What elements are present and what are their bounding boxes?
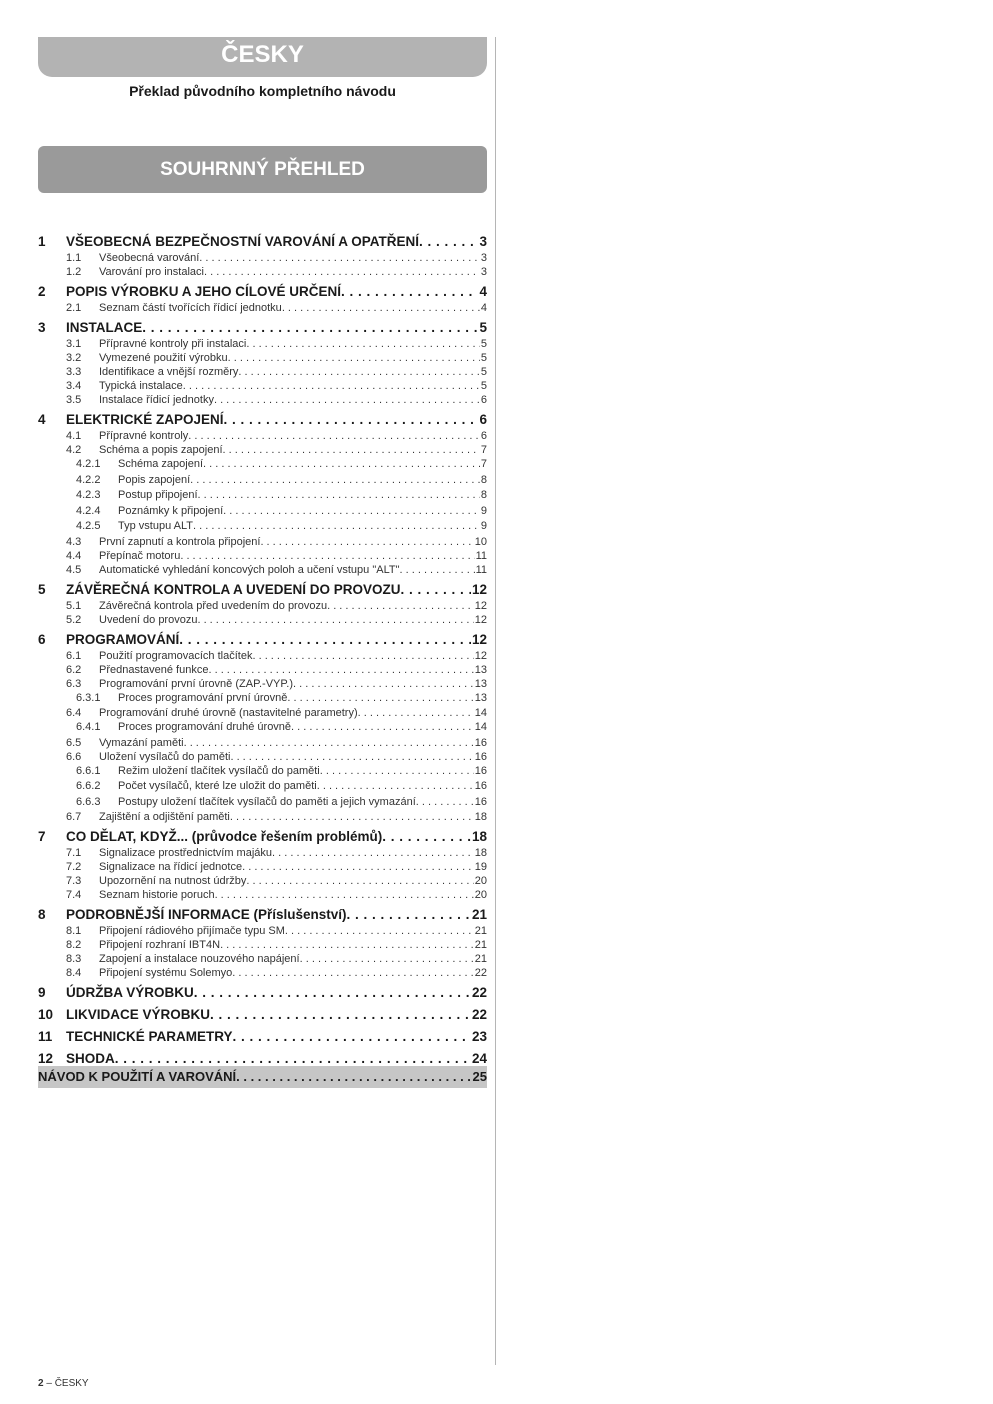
toc-entry-title: Seznam historie poruch [99,889,215,901]
toc-leader-dots [194,983,471,1002]
toc-entry-page: 12 [474,649,487,662]
toc-entry-page: 13 [474,663,487,676]
toc-entry-page: 6 [480,394,487,406]
toc-entry-title: ÚDRŽBA VÝROBKU [66,985,194,1000]
toc-entry-number: 8.3 [66,953,82,965]
toc-entry-title: Zapojení a instalace nouzového napájení [99,953,300,965]
toc-entry-page: 22 [471,985,487,1000]
toc-entry-title: Připojení rádiového přijímače typu SM [99,925,285,937]
toc-entry-level-2[interactable] [38,860,487,874]
toc-entry-page: 21 [474,925,487,937]
toc-entry-number: 6.3 [66,677,82,690]
toc-entry-number: 4.5 [66,563,82,576]
toc-leader-dots [220,938,474,952]
toc-entry-level-2[interactable] [38,351,487,365]
toc-entry-number: 8 [38,907,46,922]
toc-entry-level-3[interactable] [38,691,487,707]
toc-entry-level-2[interactable] [38,706,487,720]
toc-entry-title: Všeobecná varování [99,252,200,264]
toc-entry-level-3[interactable] [38,779,487,795]
toc-entry-number: 7.4 [66,889,82,901]
toc-entry-number: 4.3 [66,535,82,548]
toc-entry-title: VŠEOBECNÁ BEZPEČNOSTNÍ VAROVÁNÍ A OPATŘENÍ [66,234,420,249]
toc-entry-page: 13 [474,691,487,704]
toc-leader-dots [204,265,480,279]
toc-leader-dots [400,563,475,577]
toc-entry-title: První zapnutí a kontrola připojení [99,535,261,548]
toc-leader-dots [228,351,480,365]
toc-entry-number: 5.2 [66,613,82,626]
toc-leader-dots [282,301,480,315]
toc-entry-level-2[interactable] [38,750,487,764]
toc-entry-number: 6.1 [66,649,82,662]
toc-entry-number: 10 [38,1007,54,1022]
toc-leader-dots [210,1005,471,1024]
toc-entry-level-2[interactable] [38,810,487,824]
document-subtitle: Překlad původního kompletního návodu [129,83,396,99]
toc-entry-title: Zajištění a odjištění paměti [99,811,230,823]
toc-entry-level-3[interactable] [38,504,487,520]
toc-entry-title: Identifikace a vnější rozměry [99,366,239,378]
toc-entry-page: 6 [480,430,487,442]
toc-entry-level-3[interactable] [38,764,487,780]
toc-entry-title: Přípravné kontroly při instalaci [99,338,247,350]
toc-entry-number: 2.1 [66,302,82,314]
toc-entry-level-2[interactable] [38,379,487,393]
toc-entry-level-2[interactable] [38,736,487,750]
toc-entry-level-2[interactable] [38,599,487,613]
toc-leader-dots [232,966,473,980]
toc-entry-title: TECHNICKÉ PARAMETRY [66,1029,233,1044]
toc-entry-level-1[interactable] [38,983,487,1002]
toc-leader-dots [347,905,471,924]
toc-entry-title: POPIS VÝROBKU A JEHO CÍLOVÉ URČENÍ [66,284,342,299]
toc-entry-number: 6.6.2 [76,780,101,792]
toc-entry-number: 5.1 [66,599,82,612]
toc-entry-title: ELEKTRICKÉ ZAPOJENÍ [66,412,224,427]
toc-entry-level-2[interactable] [38,535,487,549]
toc-leader-dots [300,952,474,966]
toc-entry-level-1[interactable] [38,630,487,649]
toc-leader-dots [184,736,474,750]
toc-entry-level-2[interactable] [38,874,487,888]
toc-leader-dots [246,337,480,351]
toc-entry-page: 12 [474,599,487,612]
toc-entry-page: 16 [474,795,487,808]
toc-entry-page: 4 [480,302,487,314]
toc-leader-dots [214,393,480,407]
toc-entry-level-2[interactable] [38,265,487,279]
toc-entry-level-1[interactable] [38,827,487,846]
toc-entry-level-2[interactable] [38,337,487,351]
toc-entry-page: 16 [474,750,487,763]
toc-leader-dots [291,720,474,736]
toc-entry-number: 6.6.1 [76,764,101,777]
toc-closing-page: 25 [472,1069,487,1084]
toc-entry-page: 5 [480,366,487,378]
toc-entry-title: Přednastavené funkce [99,663,209,676]
toc-entry-page: 10 [474,535,487,548]
toc-entry-page: 3 [480,252,487,264]
toc-entry-title: ZÁVĚREČNÁ KONTROLA A UVEDENÍ DO PROVOZU [66,581,401,597]
toc-entry-number: 6.3.1 [76,691,101,704]
toc-entry-number: 3.3 [66,366,82,378]
toc-entry-title: Varování pro instalaci [99,266,204,278]
toc-leader-dots [416,795,474,811]
toc-entry-level-2[interactable] [38,938,487,952]
toc-entry-title: Programování druhé úrovně (nastavitelné parametry) [99,707,358,719]
toc-entry-level-1[interactable] [38,905,487,924]
toc-entry-page: 16 [474,736,487,749]
toc-entry-page: 20 [474,875,487,887]
toc-entry-page: 18 [474,811,487,823]
toc-leader-dots [327,599,474,613]
toc-entry-level-2[interactable] [38,649,487,663]
toc-leader-dots [236,1066,471,1088]
toc-entry-title: Použití programovacích tlačítek [99,649,253,662]
toc-entry-page: 24 [471,1051,487,1066]
toc-leader-dots [320,764,474,780]
toc-entry-number: 11 [38,1029,53,1044]
toc-entry-title: Připojení rozhraní IBT4N [99,939,221,951]
toc-leader-dots [238,365,479,379]
toc-leader-dots [230,750,473,764]
toc-leader-dots [193,519,480,535]
toc-entry-level-2[interactable] [38,846,487,860]
toc-leader-dots [197,613,473,627]
toc-entry-level-1[interactable] [38,410,487,429]
toc-entry-page: 18 [471,829,487,844]
toc-entry-page: 20 [474,889,487,901]
toc-entry-page: 4 [479,284,487,299]
toc-entry-title: LIKVIDACE VÝROBKU [66,1007,211,1022]
toc-entry-title: Schéma zapojení [118,458,203,470]
toc-entry-number: 3 [38,320,46,335]
toc-leader-dots [246,874,473,888]
toc-entry-title: Instalace řídicí jednotky [99,394,214,406]
toc-entry-number: 6.4 [66,707,82,719]
toc-entry-number: 4.2 [66,444,82,456]
toc-entry-number: 4.1 [66,430,82,442]
page-footer [38,1378,89,1389]
toc-entry-title: Signalizace prostřednictvím majáku [99,847,273,859]
toc-leader-dots [203,457,480,473]
toc-entry-level-2[interactable] [38,251,487,265]
toc-entry-page: 21 [474,939,487,951]
toc-entry-page: 5 [480,352,487,364]
toc-entry-title: Proces programování první úrovně [118,691,288,704]
toc-entry-level-2[interactable] [38,429,487,443]
toc-entry-level-2[interactable] [38,549,487,563]
toc-entry-number: 3.4 [66,380,82,392]
toc-leader-dots [317,779,474,795]
toc-entry-level-3[interactable] [38,720,487,736]
toc-leader-dots [272,846,474,860]
toc-entry-number: 3.2 [66,352,82,364]
toc-entry-number: 1.2 [66,266,82,278]
toc-leader-dots [401,580,471,599]
toc-entry-number: 12 [38,1051,54,1066]
toc-entry-title: Režim uložení tlačítek vysílačů do paměti [118,764,320,777]
toc-entry-number: 4.4 [66,549,82,562]
toc-entry-number: 6 [38,631,46,647]
toc-entry-page: 7 [480,444,487,456]
toc-entry-page: 11 [475,549,487,562]
toc-entry-page: 16 [474,764,487,777]
toc-entry-level-1[interactable] [38,1005,487,1024]
toc-leader-dots [233,1027,471,1046]
toc-entry-level-2[interactable] [38,924,487,938]
toc-closing-entry[interactable] [38,1066,487,1088]
toc-entry-page: 5 [480,380,487,392]
toc-entry-level-2[interactable] [38,365,487,379]
toc-entry-page: 5 [479,320,487,335]
toc-leader-dots [223,443,480,457]
toc-entry-level-2[interactable] [38,677,487,691]
toc-entry-level-3[interactable] [38,488,487,504]
column-divider [495,37,496,1365]
toc-entry-page: 21 [474,953,487,965]
toc-leader-dots [183,379,480,393]
toc-entry-level-1[interactable] [38,282,487,301]
toc-leader-dots [190,473,480,489]
toc-entry-title: Postupy uložení tlačítek vysílačů do paměti a jejich vymazání [118,795,416,808]
toc-entry-page: 13 [474,677,487,690]
toc-entry-page: 23 [471,1029,487,1044]
toc-entry-page: 16 [474,780,487,792]
toc-entry-level-1[interactable] [38,1027,487,1046]
toc-entry-level-2[interactable] [38,443,487,457]
footer-separator: – [46,1378,52,1389]
toc-entry-page: 9 [480,504,487,517]
toc-entry-number: 4.2.5 [76,520,101,532]
toc-leader-dots [199,251,480,265]
toc-entry-number: 1 [38,234,46,249]
toc-entry-level-3[interactable] [38,457,487,473]
toc-entry-title: Vymezené použití výrobku [99,352,228,364]
toc-entry-title: Postup připojení [118,489,198,501]
toc-entry-level-2[interactable] [38,563,487,577]
toc-entry-level-2[interactable] [38,888,487,902]
toc-entry-page: 12 [471,631,487,647]
toc-closing-title: NÁVOD K POUŽITÍ A VAROVÁNÍ [38,1069,237,1084]
toc-entry-number: 4.2.1 [76,458,101,470]
toc-entry-page: 7 [480,458,487,470]
toc-entry-page: 14 [474,721,487,733]
toc-entry-number: 4.2.4 [76,504,101,517]
toc-entry-number: 8.2 [66,939,82,951]
toc-entry-level-3[interactable] [38,795,487,811]
toc-entry-number: 3.1 [66,338,82,350]
toc-entry-title: Automatické vyhledání koncových poloh a učení vstupu "ALT" [99,563,400,576]
toc-entry-number: 5 [38,581,46,597]
toc-entry-title: Uvedení do provozu [99,613,198,626]
toc-entry-title: Přepínač motoru [99,549,181,562]
toc-entry-number: 2 [38,284,46,299]
toc-entry-page: 12 [474,613,487,626]
toc-entry-page: 12 [471,581,487,597]
toc-entry-page: 14 [474,707,487,719]
toc-leader-dots [224,410,479,429]
toc-leader-dots [285,924,474,938]
toc-entry-number: 4.2.3 [76,489,101,501]
table-of-contents [38,232,487,1068]
toc-entry-number: 7.2 [66,861,82,873]
toc-leader-dots [223,504,480,520]
toc-entry-title: Programování první úrovně (ZAP.-VYP.) [99,677,294,690]
toc-entry-number: 6.7 [66,811,82,823]
toc-entry-title: Proces programování druhé úrovně [118,721,292,733]
footer-language: ČESKY [54,1378,89,1389]
toc-leader-dots [230,810,474,824]
toc-entry-level-1[interactable] [38,580,487,599]
toc-entry-number: 7.3 [66,875,82,887]
toc-entry-title: SHODA [66,1051,115,1066]
toc-entry-page: 18 [474,847,487,859]
toc-entry-level-2[interactable] [38,301,487,315]
toc-leader-dots [142,318,478,337]
toc-entry-number: 6.5 [66,736,82,749]
toc-entry-number: 6.6.3 [76,795,101,808]
toc-entry-level-2[interactable] [38,663,487,677]
toc-leader-dots [260,535,473,549]
toc-entry-title: Vymazání paměti [99,736,184,749]
toc-entry-title: INSTALACE [66,320,143,335]
toc-entry-title: PODROBNĚJŠÍ INFORMACE (Příslušenství) [66,907,347,922]
toc-leader-dots [358,706,474,720]
footer-page-number: 2 [38,1378,44,1389]
toc-entry-number: 4 [38,412,46,427]
toc-entry-title: Poznámky k připojení [118,504,224,517]
toc-entry-number: 6.2 [66,663,82,676]
toc-entry-number: 6.4.1 [76,721,101,733]
toc-entry-level-1[interactable] [38,232,487,251]
toc-entry-number: 8.1 [66,925,82,937]
toc-leader-dots [341,282,478,301]
toc-leader-dots [252,649,473,663]
toc-entry-page: 21 [471,907,487,922]
toc-entry-page: 3 [479,234,487,249]
language-banner: ČESKY [38,37,487,77]
toc-entry-page: 22 [471,1007,487,1022]
toc-leader-dots [215,888,474,902]
toc-entry-title: Závěrečná kontrola před uvedením do provozu [99,599,328,612]
toc-entry-title: Typ vstupu ALT [118,520,194,532]
toc-entry-title: Uložení vysílačů do paměti [99,750,231,763]
toc-entry-number: 3.5 [66,394,82,406]
toc-entry-title: Signalizace na řídicí jednotce [99,861,243,873]
toc-leader-dots [419,232,478,251]
toc-entry-title: PROGRAMOVÁNÍ [66,631,180,647]
toc-leader-dots [188,429,480,443]
toc-entry-level-2[interactable] [38,393,487,407]
toc-leader-dots [198,488,480,504]
toc-entry-level-1[interactable] [38,318,487,337]
toc-entry-title: Počet vysílačů, které lze uložit do paměti [118,780,317,792]
section-title-banner: SOUHRNNÝ PŘEHLED [38,146,487,193]
toc-entry-title: Seznam částí tvořících řídicí jednotku [99,302,282,314]
toc-entry-level-2[interactable] [38,966,487,980]
toc-entry-level-2[interactable] [38,613,487,627]
toc-entry-number: 7.1 [66,847,82,859]
toc-leader-dots [382,827,471,846]
toc-leader-dots [242,860,474,874]
toc-entry-title: Popis zapojení [118,473,191,486]
toc-entry-level-3[interactable] [38,473,487,489]
toc-entry-page: 5 [480,338,487,350]
toc-entry-title: Typická instalace [99,380,183,392]
toc-entry-number: 4.2.2 [76,473,101,486]
toc-leader-dots [208,663,473,677]
toc-entry-page: 9 [480,520,487,532]
toc-entry-level-3[interactable] [38,519,487,535]
toc-entry-number: 9 [38,985,46,1000]
toc-entry-page: 8 [480,473,487,486]
toc-entry-page: 19 [474,861,487,873]
toc-entry-number: 7 [38,829,46,844]
toc-leader-dots [179,630,471,649]
toc-entry-number: 1.1 [66,252,82,264]
toc-entry-level-2[interactable] [38,952,487,966]
toc-leader-dots [180,549,474,563]
toc-entry-page: 22 [474,967,487,979]
toc-leader-dots [287,691,473,707]
toc-entry-title: Schéma a popis zapojení [99,444,223,456]
toc-entry-page: 8 [480,489,487,501]
toc-entry-page: 6 [479,412,487,427]
toc-entry-title: CO DĚLAT, KDYŽ... (průvodce řešením problémů) [66,829,383,844]
toc-leader-dots [293,677,474,691]
toc-entry-page: 11 [475,563,487,576]
toc-entry-title: Upozornění na nutnost údržby [99,875,247,887]
toc-entry-number: 6.6 [66,750,82,763]
toc-entry-page: 3 [480,266,487,278]
toc-entry-title: Přípravné kontroly [99,430,189,442]
toc-entry-title: Připojení systému Solemyo [99,967,233,979]
toc-entry-number: 8.4 [66,967,82,979]
